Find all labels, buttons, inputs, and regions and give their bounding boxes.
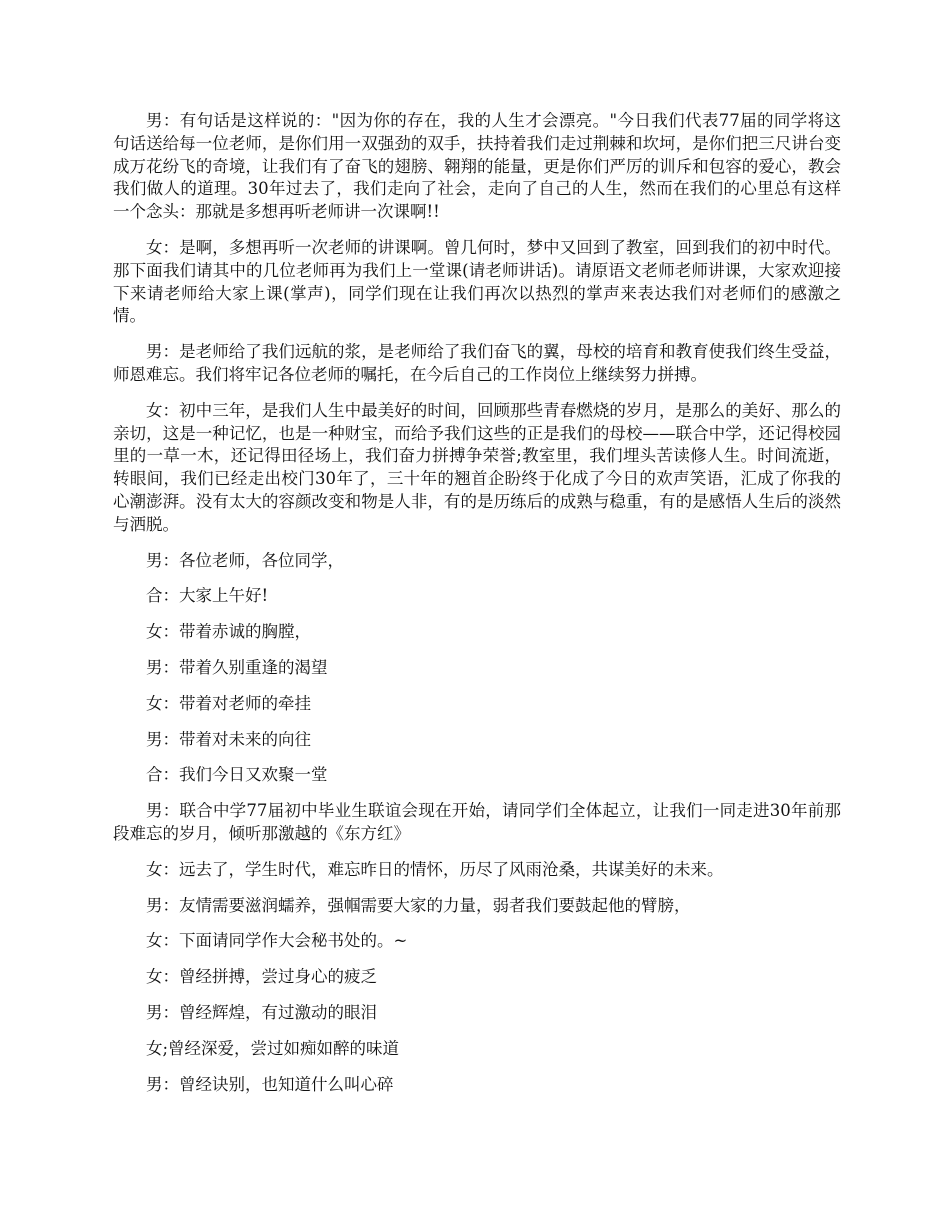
paragraph-6: 合：大家上午好! (146, 586, 269, 606)
paragraph-4: 女：初中三年，是我们人生中最美好的时间，回顾那些青春燃烧的岁月，是那么的美好、那么的亲切，这是一种记忆，也是一种财宝，而给予我们这些的正是我们的母校——联合中学，还记得校园里的一草一木，还记得田径场上，我们奋力拼搏争荣誉;教室里，我们埋头苦读修人生。时间流逝，转眼间，我们已经走出校门30年了，三十年的翘首企盼终于化成了今日的欢声笑语，汇成了你我的心潮澎湃。没有太大的容颜改变和物是人非，有的是历练后的成熟与稳重，有的是感悟人生后的淡然与洒脱。 (113, 400, 841, 534)
paragraph-8: 男：带着久别重逢的渴望 (146, 657, 328, 677)
paragraph-18: 女;曾经深爱，尝过如痴如醉的味道 (146, 1038, 400, 1058)
paragraph-5: 男：各位老师，各位同学， (146, 550, 344, 570)
paragraph-16: 女：曾经拼搏，尝过身心的疲乏 (146, 967, 377, 987)
paragraph-7: 女：带着赤诚的胸膛， (146, 622, 311, 642)
paragraph-3: 男：是老师给了我们远航的浆，是老师给了我们奋飞的翼，母校的培育和教育使我们终生受益，师恩难忘。我们将牢记各位老师的嘱托，在今后自己的工作岗位上继续努力拼搏。 (113, 342, 841, 384)
paragraph-19: 男：曾经诀别，也知道什么叫心碎 (146, 1074, 394, 1094)
paragraph-15: 女：下面请同学作大会秘书处的。~ (146, 931, 408, 951)
paragraph-1: 男：有句话是这样说的："因为你的存在，我的人生才会漂亮。"今日我们代表77届的同学将这句话送给每一位老师，是你们用一双强劲的双手，扶持着我们走过荆棘和坎坷，是你们把三尺讲台变成万花纷飞的奇境，让我们有了奋飞的翅膀、翱翔的能量，更是你们严厉的训斥和包容的爱心，教会我们做人的道理。30年过去了，我们走向了社会，走向了自己的人生，然而在我们的心里总有这样一个念头：那就是多想再听老师讲一次课啊!! (113, 111, 841, 222)
paragraph-2: 女：是啊，多想再听一次老师的讲课啊。曾几何时，梦中又回到了教室，回到我们的初中时代。那下面我们请其中的几位老师再为我们上一堂课(请老师讲话)。请原语文老师老师讲课，大家欢迎接下来请老师给大家上课(掌声)，同学们现在让我们再次以热烈的掌声来表达我们对老师们的感激之情。 (113, 237, 841, 326)
paragraph-17: 男：曾经辉煌，有过激动的眼泪 (146, 1002, 377, 1022)
paragraph-14: 男：友情需要滋润蠕养，强帼需要大家的力量，弱者我们要鼓起他的臂膀， (146, 895, 691, 915)
paragraph-11: 合：我们今日又欢聚一堂 (146, 765, 328, 785)
paragraph-13: 女：远去了，学生时代，难忘昨日的情怀，历尽了风雨沧桑，共谋美好的未来。 (146, 859, 724, 879)
paragraph-10: 男：带着对未来的向往 (146, 729, 311, 749)
paragraph-12: 男：联合中学77届初中毕业生联谊会现在开始，请同学们全体起立，让我们一同走进30年前那段难忘的岁月，倾听那激越的《东方红》 (113, 801, 841, 843)
document-page (113, 110, 841, 1109)
paragraph-9: 女：带着对老师的牵挂 (146, 693, 311, 713)
